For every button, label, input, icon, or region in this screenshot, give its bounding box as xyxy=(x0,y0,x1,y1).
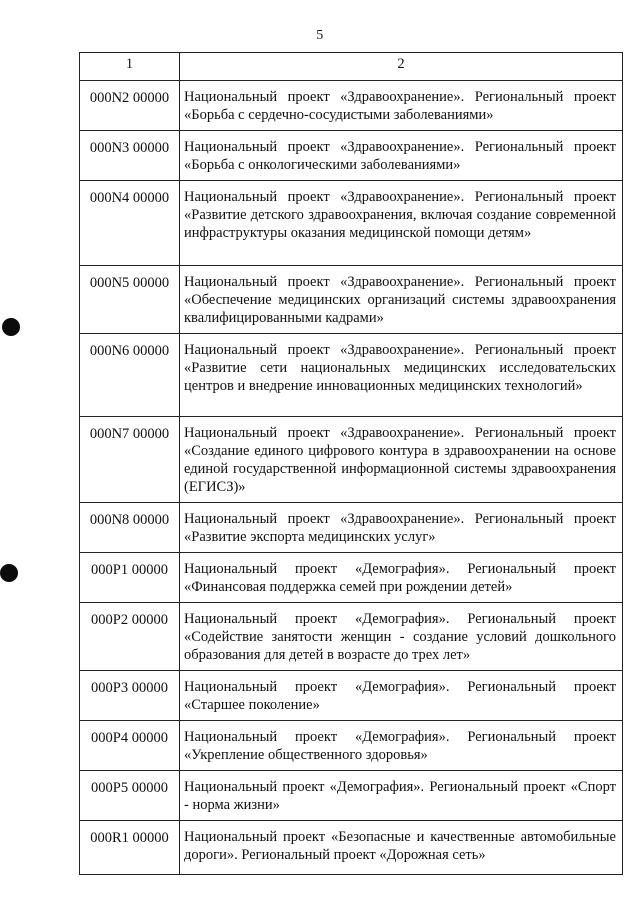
row-description: Национальный проект «Демография». Региональный проект «Финансовая поддержка семей при рождении детей» xyxy=(180,553,623,603)
table-row xyxy=(80,603,623,671)
table-row xyxy=(80,771,623,821)
row-description: Национальный проект «Здравоохранение». Региональный проект «Развитие экспорта медицинских услуг» xyxy=(180,503,623,553)
column-header-2: 2 xyxy=(180,53,623,81)
row-code: 000N3 00000 xyxy=(80,131,180,181)
row-description: Национальный проект «Здравоохранение». Региональный проект «Борьба с сердечно-сосудистыми заболеваниями» xyxy=(180,81,623,131)
row-description: Национальный проект «Демография». Региональный проект «Старшее поколение» xyxy=(180,671,623,721)
table-row xyxy=(80,81,623,131)
table-row xyxy=(80,417,623,503)
row-code: 000P5 00000 xyxy=(80,771,180,821)
column-header-1: 1 xyxy=(80,53,180,81)
row-code: 000P2 00000 xyxy=(80,603,180,671)
row-code: 000N2 00000 xyxy=(80,81,180,131)
row-description: Национальный проект «Здравоохранение». Региональный проект «Развитие детского здравоохранения, включая создание современной инфраструктуры оказания медицинской помощи детям» xyxy=(180,181,623,266)
row-code: 000P4 00000 xyxy=(80,721,180,771)
row-description: Национальный проект «Здравоохранение». Региональный проект «Борьба с онкологическими заболеваниями» xyxy=(180,131,623,181)
table-row xyxy=(80,266,623,334)
table-row xyxy=(80,131,623,181)
budget-code-table xyxy=(79,52,623,875)
table-row xyxy=(80,821,623,875)
table-row xyxy=(80,553,623,603)
table-row xyxy=(80,181,623,266)
row-code: 000P1 00000 xyxy=(80,553,180,603)
row-code: 000P3 00000 xyxy=(80,671,180,721)
row-description: Национальный проект «Демография». Региональный проект «Укрепление общественного здоровья» xyxy=(180,721,623,771)
table-row xyxy=(80,334,623,417)
row-code: 000N4 00000 xyxy=(80,181,180,266)
table-row xyxy=(80,721,623,771)
row-code: 000N8 00000 xyxy=(80,503,180,553)
page-number: 5 xyxy=(316,28,324,43)
row-code: 000R1 00000 xyxy=(80,821,180,875)
row-description: Национальный проект «Демография». Региональный проект «Содействие занятости женщин - создание условий дошкольного образования для детей в возрасте до трех лет» xyxy=(180,603,623,671)
row-description: Национальный проект «Здравоохранение». Региональный проект «Обеспечение медицинских организаций системы здравоохранения квалифицированными кадрами» xyxy=(180,266,623,334)
punch-hole xyxy=(0,564,18,582)
row-description: Национальный проект «Демография». Региональный проект «Спорт - норма жизни» xyxy=(180,771,623,821)
row-code: 000N5 00000 xyxy=(80,266,180,334)
table-row xyxy=(80,503,623,553)
row-description: Национальный проект «Безопасные и качественные автомобильные дороги». Региональный проект «Дорожная сеть» xyxy=(180,821,623,875)
row-code: 000N6 00000 xyxy=(80,334,180,417)
table-row xyxy=(80,671,623,721)
table-header-row xyxy=(80,53,623,81)
punch-hole xyxy=(2,318,20,336)
row-description: Национальный проект «Здравоохранение». Региональный проект «Создание единого цифрового контура в здравоохранении на основе единой государственной информационной системы здравоохранения (ЕГИСЗ)» xyxy=(180,417,623,503)
row-description: Национальный проект «Здравоохранение». Региональный проект «Развитие сети национальных медицинских исследовательских центров и внедрение инновационных медицинских технологий» xyxy=(180,334,623,417)
row-code: 000N7 00000 xyxy=(80,417,180,503)
